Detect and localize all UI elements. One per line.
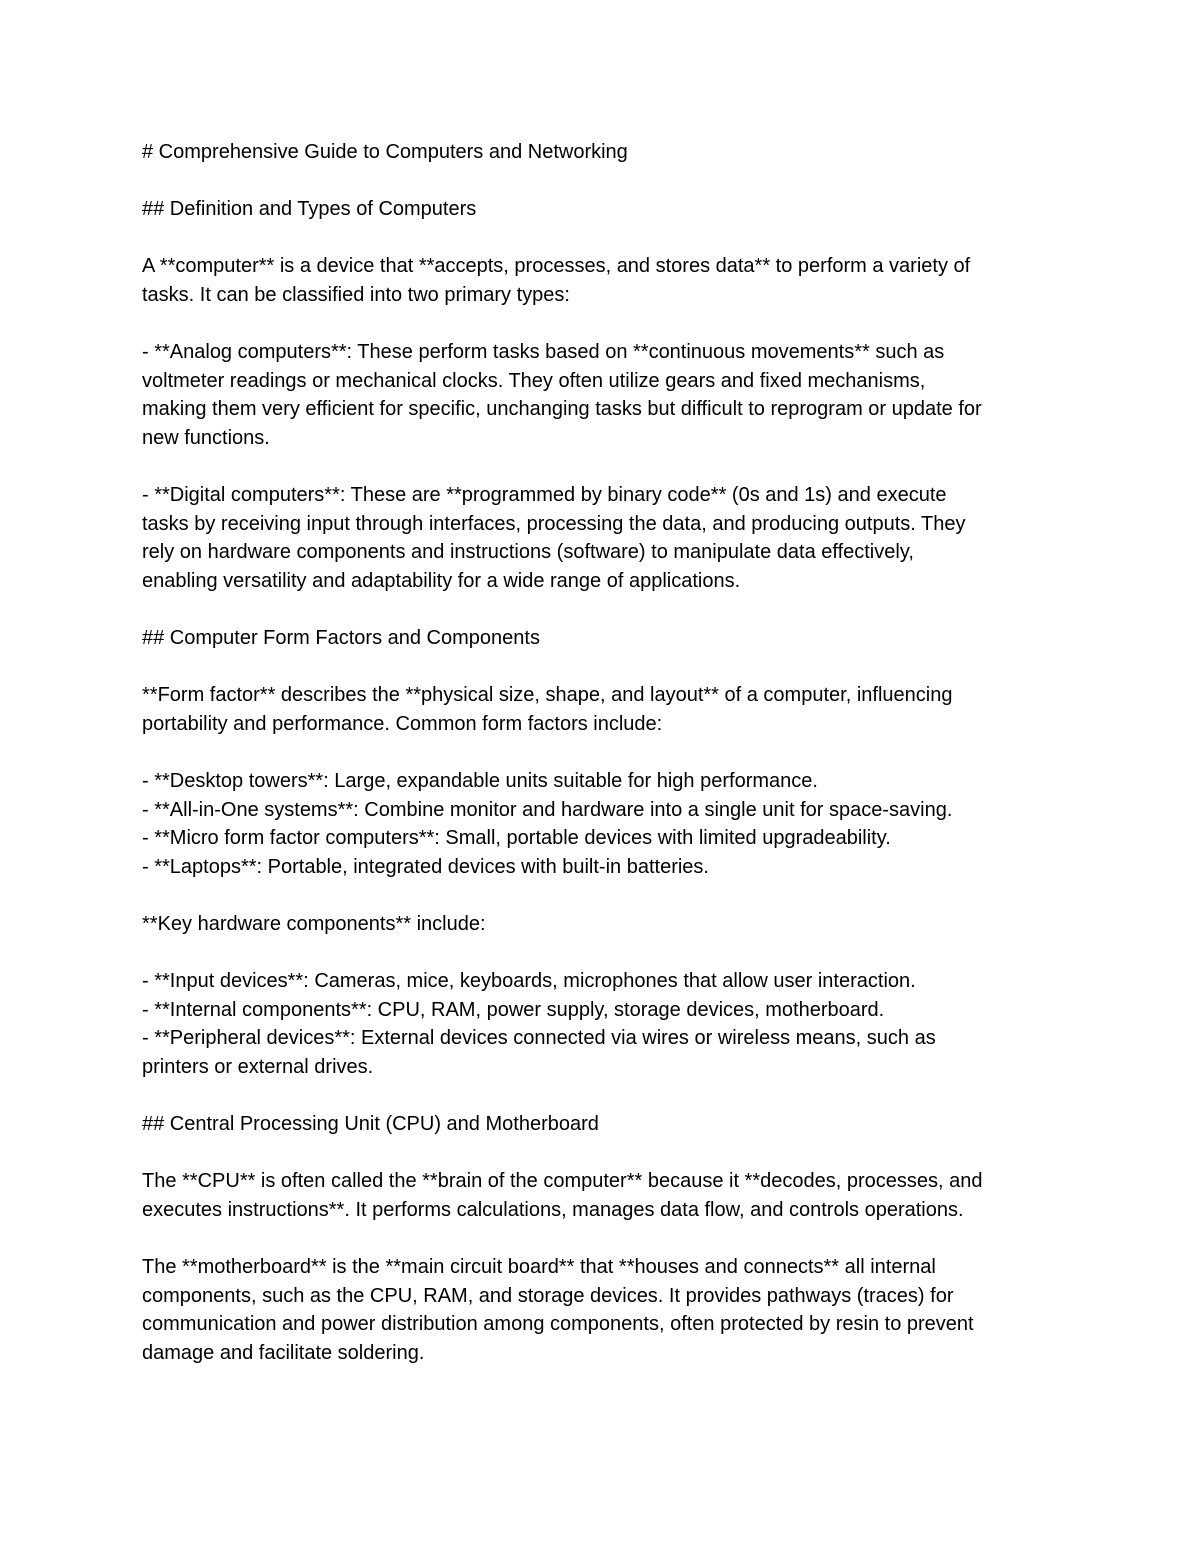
text-line: rely on hardware components and instructions (software) to manipulate data effectively, bbox=[142, 541, 914, 564]
list-item: - **Micro form factor computers**: Small, portable devices with limited upgradeability. bbox=[142, 827, 891, 850]
list-item: printers or external drives. bbox=[142, 1056, 374, 1078]
list-item: - **Peripheral devices**: External devices connected via wires or wireless means, such as bbox=[142, 1027, 936, 1050]
section-heading-cpu bbox=[142, 1110, 1062, 1139]
list-item: - **Desktop towers**: Large, expandable units suitable for high performance. bbox=[142, 770, 818, 793]
text-line: tasks by receiving input through interfaces, processing the data, and producing outputs. They bbox=[142, 512, 966, 535]
form-factor-list bbox=[142, 767, 1062, 881]
text-line: damage and facilitate soldering. bbox=[142, 1341, 425, 1364]
list-item: - **Laptops**: Portable, integrated devices with built-in batteries. bbox=[142, 855, 709, 878]
text-line: new functions. bbox=[142, 426, 270, 449]
text-line: **Key hardware components** include: bbox=[142, 913, 486, 936]
text-line: voltmeter readings or mechanical clocks. They often utilize gears and fixed mechanisms, bbox=[142, 369, 926, 392]
computer-definition-paragraph bbox=[142, 252, 1062, 309]
section-heading-definition bbox=[142, 195, 1062, 224]
cpu-paragraph bbox=[142, 1167, 1062, 1224]
text-line: tasks. It can be classified into two primary types: bbox=[142, 283, 570, 306]
text-line: # Comprehensive Guide to Computers and Networking bbox=[142, 141, 628, 163]
list-item: - **Internal components**: CPU, RAM, power supply, storage devices, motherboard. bbox=[142, 998, 885, 1021]
text-line: ## Definition and Types of Computers bbox=[142, 198, 477, 221]
text-line: executes instructions**. It performs calculations, manages data flow, and controls operations. bbox=[142, 1198, 964, 1221]
document-body bbox=[142, 138, 1062, 1396]
motherboard-paragraph bbox=[142, 1253, 1062, 1367]
text-line: - **Digital computers**: These are **programmed by binary code** (0s and 1s) and execute bbox=[142, 484, 947, 507]
text-line: - **Analog computers**: These perform tasks based on **continuous movements** such as bbox=[142, 341, 945, 364]
text-line: The **CPU** is often called the **brain of the computer** because it **decodes, processes, and bbox=[142, 1170, 983, 1193]
digital-computers-item bbox=[142, 481, 1062, 595]
text-line: ## Central Processing Unit (CPU) and Motherboard bbox=[142, 1113, 599, 1136]
list-item: - **Input devices**: Cameras, mice, keyboards, microphones that allow user interaction. bbox=[142, 970, 916, 993]
components-list bbox=[142, 967, 1062, 1081]
text-line: A **computer** is a device that **accepts, processes, and stores data** to perform a variety of bbox=[142, 255, 971, 278]
text-line: The **motherboard** is the **main circuit board** that **houses and connects** all internal bbox=[142, 1256, 936, 1279]
text-line: portability and performance. Common form factors include: bbox=[142, 712, 663, 735]
list-item: - **All-in-One systems**: Combine monitor and hardware into a single unit for space-saving. bbox=[142, 798, 953, 821]
text-line: enabling versatility and adaptability for a wide range of applications. bbox=[142, 569, 741, 592]
analog-computers-item bbox=[142, 338, 1062, 452]
text-line: communication and power distribution among components, often protected by resin to prevent bbox=[142, 1313, 974, 1336]
text-line: ## Computer Form Factors and Components bbox=[142, 627, 540, 650]
section-heading-form-factors bbox=[142, 624, 1062, 653]
text-line: **Form factor** describes the **physical size, shape, and layout** of a computer, influencing bbox=[142, 684, 953, 707]
components-intro bbox=[142, 910, 1062, 939]
form-factor-paragraph bbox=[142, 681, 1062, 738]
text-line: making them very efficient for specific, unchanging tasks but difficult to reprogram or update for bbox=[142, 398, 982, 421]
text-line: components, such as the CPU, RAM, and storage devices. It provides pathways (traces) for bbox=[142, 1284, 954, 1307]
document-title bbox=[142, 138, 1062, 167]
